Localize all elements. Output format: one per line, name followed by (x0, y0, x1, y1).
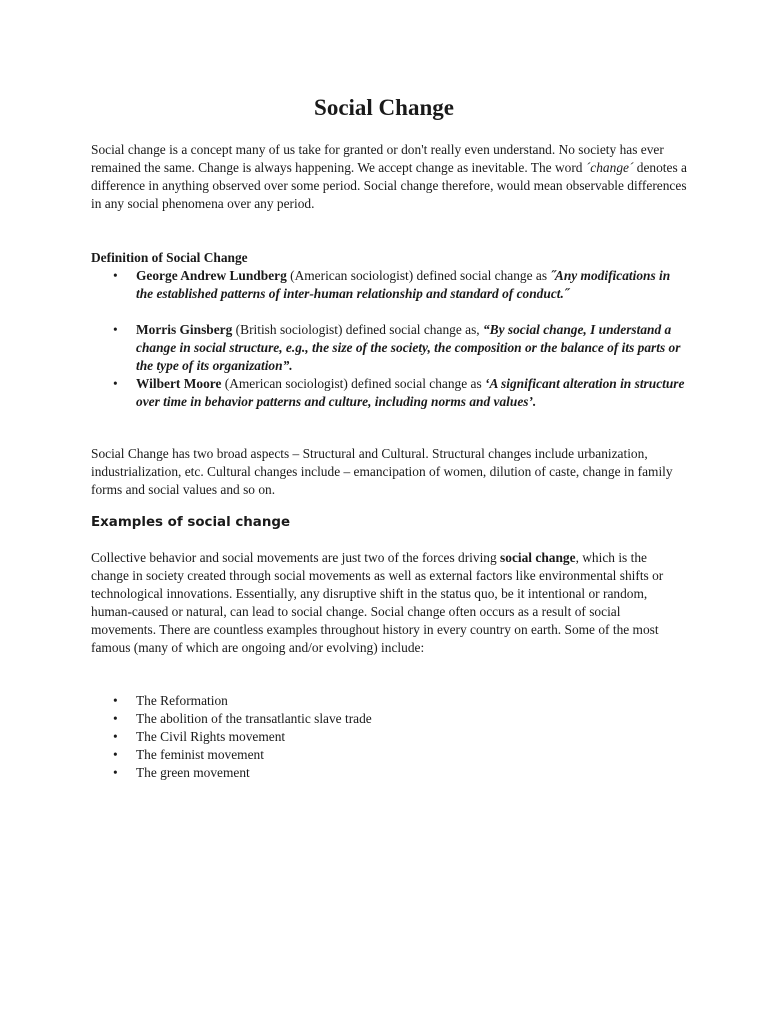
definition-item (91, 375, 687, 411)
list-item (91, 746, 687, 764)
bullet-icon: • (113, 747, 118, 762)
intro-paragraph (91, 141, 687, 213)
bullet-icon: • (113, 322, 118, 337)
list-item (91, 692, 687, 710)
examples-paragraph (91, 549, 687, 657)
examples-list-block (91, 692, 687, 782)
definition-quote: ˝Any modifications in the established patterns of inter-human relationship and standard of conduct.˝ (136, 268, 671, 301)
list-item-text: The abolition of the transatlantic slave trade (136, 711, 372, 726)
examples-list (91, 692, 687, 782)
definition-quote: “By social change, I understand a change in social structure, e.g., the size of the society, the composition or the balance of its parts or the type of its organization”. (136, 322, 681, 373)
page-title: Social Change (314, 95, 454, 120)
definition-text: (American sociologist) defined social change as (286, 268, 551, 283)
list-item-text: The Civil Rights movement (136, 729, 286, 744)
bullet-icon: • (113, 729, 118, 744)
definition-text: (British sociologist) defined social change as, (232, 322, 483, 337)
list-item-text: The Reformation (136, 693, 228, 708)
aspects-paragraph (91, 445, 687, 499)
list-item-text: The feminist movement (136, 747, 264, 762)
bullet-icon: • (113, 765, 118, 780)
examples-heading: Examples of social change (91, 515, 291, 530)
definitions-section (91, 249, 687, 411)
spacer (91, 303, 687, 321)
intro-text-start: Social change is a concept many of us take for granted or don't really even understand. No society has ever remained the same. Change is always happening. We accept change as inevitable. The word (91, 142, 664, 175)
definition-item (91, 267, 687, 303)
bullet-icon: • (113, 376, 118, 391)
list-item (91, 710, 687, 728)
list-item (91, 728, 687, 746)
definitions-list (91, 267, 687, 411)
definition-quote: ‘A significant alteration in structure over time in behavior patterns and culture, including norms and values’. (136, 376, 685, 409)
definition-item (91, 321, 687, 375)
bullet-icon: • (113, 711, 118, 726)
aspects-text: Social Change has two broad aspects – Structural and Cultural. Structural changes include urbanization, industrialization, etc. Cultural changes include – emancipation of women, dilution of caste, change in family forms and social values and so on. (91, 446, 673, 497)
definition-author: George Andrew Lundberg (136, 268, 287, 283)
definition-author: Morris Ginsberg (136, 322, 233, 337)
list-item (91, 764, 687, 782)
examples-text-start: Collective behavior and social movements are just two of the forces driving (91, 550, 501, 565)
examples-bold-term: social change (500, 550, 576, 565)
intro-text-end: denotes a difference in anything observed over some period. Social change therefore, would mean observable differences in any social phenomena over any period. (91, 160, 687, 211)
list-item-text: The green movement (136, 765, 250, 780)
bullet-icon: • (113, 268, 118, 283)
bullet-icon: • (113, 693, 118, 708)
examples-text-end: , which is the change in society created through social movements as well as external factors like environmental shifts or technological innovations. Essentially, any disruptive shift in the status quo, be it intentional or random, human-caused or natural, can lead to social change. Social change often occurs as a result of social movements. There are countless examples throughout history in every country on earth. Some of the most famous (many of which are ongoing and/or evolving) include: (91, 550, 664, 655)
definition-text: (American sociologist) defined social change as (221, 376, 486, 391)
definitions-heading: Definition of Social Change (91, 250, 248, 265)
intro-change-word: ´change´ (585, 160, 634, 175)
definition-author: Wilbert Moore (136, 376, 222, 391)
